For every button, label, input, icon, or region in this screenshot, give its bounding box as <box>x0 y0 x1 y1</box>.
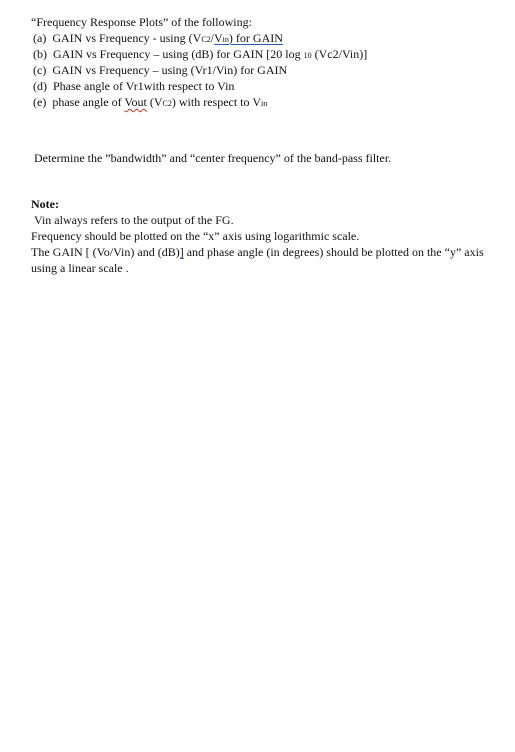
item-prefix: (c) <box>33 63 47 77</box>
note-section <box>31 196 484 276</box>
hyperlink-text: ] <box>179 245 184 259</box>
subscript: C2 <box>162 99 172 108</box>
note-title: Note: <box>31 197 59 211</box>
item-text: ) <box>228 31 233 45</box>
item-text: for GAIN <box>232 31 283 45</box>
section-heading: “Frequency Response Plots” of the following: <box>31 15 252 29</box>
list-item-e <box>31 94 367 110</box>
determine-text: Determine the ”bandwidth” and “center frequency” of the band-pass filter. <box>34 151 392 165</box>
frequency-response-section <box>31 14 367 110</box>
item-text: Phase angle of Vr1with respect to Vin <box>53 79 235 93</box>
item-prefix: (d) <box>33 79 47 93</box>
note-line: using a linear scale . <box>31 261 129 275</box>
spellcheck-word: Vout <box>124 95 147 109</box>
subscript: in <box>222 35 229 44</box>
list-item-c <box>31 62 367 78</box>
item-text: GAIN vs Frequency – using (dB) for GAIN [20 log <box>53 47 304 61</box>
determine-paragraph <box>34 150 391 166</box>
list-item-b <box>31 46 367 62</box>
subscript: C2 <box>201 35 211 44</box>
subscript: in <box>260 99 268 108</box>
note-text: and phase angle (in degrees) should be plotted on the “y” axis <box>183 245 484 259</box>
note-line: Frequency should be plotted on the “x” axis using logarithmic scale. <box>31 229 360 243</box>
item-text: GAIN vs Frequency – using (Vr1/Vin) for GAIN <box>52 63 288 77</box>
item-prefix: (b) <box>33 47 47 61</box>
item-text: ) with respect to V <box>171 95 261 109</box>
note-line: Vin always refers to the output of the FG. <box>34 213 234 227</box>
list-item-a <box>31 30 367 46</box>
subscript: 10 <box>303 51 312 60</box>
item-text: GAIN vs Frequency - using (V <box>52 31 202 45</box>
item-text: / <box>210 31 214 45</box>
note-text: The GAIN [ (Vo/Vin) and (dB) <box>31 245 180 259</box>
note-line <box>31 244 484 260</box>
item-text: V <box>214 31 223 45</box>
item-prefix: (a) <box>33 31 47 45</box>
item-text: phase angle of <box>52 95 125 109</box>
item-text: (V <box>146 95 163 109</box>
item-prefix: (e) <box>33 95 47 109</box>
hyperlink-text <box>214 31 233 45</box>
item-text: (Vc2/Vin)] <box>311 47 368 61</box>
list-item-d <box>31 78 367 94</box>
